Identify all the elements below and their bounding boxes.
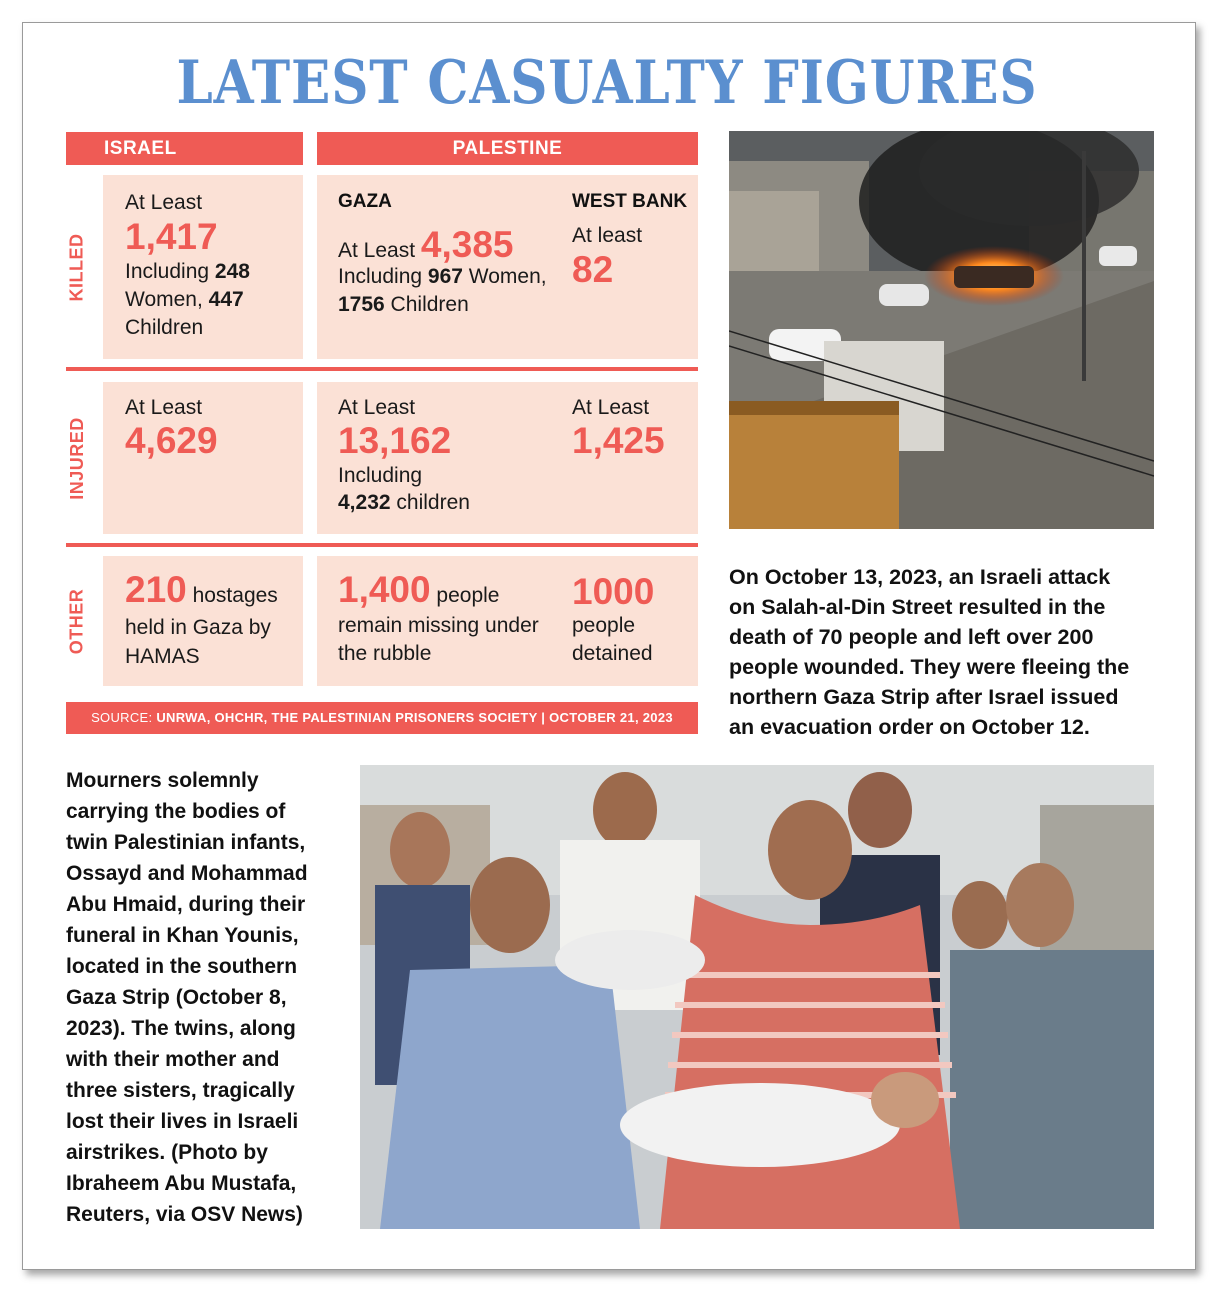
caption-right-line: on Salah-al-Din Street resulted in the <box>729 595 1106 619</box>
injured-gaza-line2 <box>338 489 470 516</box>
injured-gaza-number: 13,162 <box>338 420 452 461</box>
other-israel-line1-text: hostages <box>186 584 278 607</box>
other-gaza-line2: remain missing under <box>338 614 539 637</box>
killed-israel-line1 <box>125 258 250 285</box>
other-israel-line3: HAMAS <box>125 645 200 668</box>
caption-street-attack <box>729 562 1129 742</box>
caption-left-line: three sisters, tragically <box>66 1079 295 1102</box>
caption-left-line: located in the southern <box>66 955 298 978</box>
header-palestine <box>317 132 698 165</box>
injured-gaza-line1: Including <box>338 464 423 487</box>
injured-westbank-lead: At Least <box>572 396 650 419</box>
caption-left-line: Abu Hmaid, during their <box>66 893 306 916</box>
killed-israel-line3: Children <box>125 316 204 339</box>
caption-left-line: funeral in Khan Younis, <box>66 924 299 947</box>
injured-westbank-number: 1,425 <box>572 420 665 461</box>
cell-injured-palestine <box>317 382 698 534</box>
street-attack-illustration <box>729 131 1154 529</box>
caption-right-line: people wounded. They were fleeing the <box>729 655 1130 679</box>
row-label-other-text: OTHER <box>66 588 87 654</box>
caption-left-line: Mourners solemnly <box>66 769 259 792</box>
caption-right-line: death of 70 people and left over 200 <box>729 625 1094 649</box>
caption-left-line: twin Palestinian infants, <box>66 831 306 854</box>
row-label-killed-text: KILLED <box>66 233 87 301</box>
other-gaza-line3: the rubble <box>338 642 432 665</box>
caption-left-line: with their mother and <box>66 1048 280 1071</box>
killed-gaza-number: 4,385 <box>420 224 514 265</box>
photo-street-attack <box>729 131 1154 529</box>
killed-israel-line1a: Including <box>125 260 215 283</box>
row-label-other <box>62 556 92 686</box>
killed-gaza-line1a: Including <box>338 265 428 288</box>
caption-funeral <box>66 765 308 1230</box>
killed-israel-children-count: 447 <box>208 288 244 311</box>
other-gaza-line1 <box>338 570 500 616</box>
killed-gaza-line1 <box>338 263 547 290</box>
page-title: LATEST CASUALTY FIGURES <box>176 48 1038 118</box>
killed-israel-line2 <box>125 286 244 313</box>
caption-right-line: On October 13, 2023, an Israeli attack <box>729 565 1111 589</box>
injured-israel-number: 4,629 <box>125 420 218 461</box>
other-westbank-number: 1000 <box>572 571 655 612</box>
killed-gaza-line2 <box>338 291 469 318</box>
row-label-injured-text: INJURED <box>66 416 87 500</box>
west-bank-heading: WEST BANK <box>572 191 688 212</box>
other-westbank-line2: detained <box>572 642 653 665</box>
cell-other-israel <box>103 556 303 686</box>
killed-israel-women-count: 248 <box>214 260 250 283</box>
injured-gaza-lead: At Least <box>338 396 416 419</box>
killed-israel-line2a: Women, <box>125 288 209 311</box>
injured-gaza-children-count: 4,232 <box>338 491 391 514</box>
killed-gaza-line1c: Women, <box>462 265 547 288</box>
caption-left-line: Ossayd and Mohammad <box>66 862 308 885</box>
source-bar <box>66 702 698 734</box>
caption-left-line: lost their lives in Israeli <box>66 1110 299 1133</box>
source-text: UNRWA, OHCHR, THE PALESTINIAN PRISONERS SOCIETY | OCTOBER 21, 2023 <box>156 710 673 725</box>
header-israel-label: ISRAEL <box>104 138 177 159</box>
killed-gaza-children-count: 1756 <box>338 293 385 316</box>
caption-right-line: an evacuation order on October 12. <box>729 715 1090 739</box>
row-divider <box>66 543 698 547</box>
killed-gaza-women-count: 967 <box>427 265 463 288</box>
killed-israel-lead: At Least <box>125 191 203 214</box>
gaza-heading: GAZA <box>338 191 392 212</box>
killed-gaza-lead: At Least <box>338 239 421 262</box>
other-israel-line1 <box>125 570 278 616</box>
cell-other-palestine <box>317 556 698 686</box>
other-israel-line2: held in Gaza by <box>125 616 271 639</box>
header-palestine-label: PALESTINE <box>452 138 563 159</box>
caption-left-line: Reuters, via OSV News) <box>66 1203 303 1226</box>
cell-injured-israel <box>103 382 303 534</box>
row-label-injured <box>62 382 92 534</box>
row-label-killed <box>62 175 92 359</box>
killed-gaza-line2b: Children <box>384 293 469 316</box>
photo-funeral <box>360 765 1154 1229</box>
other-israel-number: 210 <box>125 569 187 610</box>
other-gaza-line1-text: people <box>430 584 500 607</box>
killed-westbank-lead: At least <box>572 224 643 247</box>
source-label: SOURCE: <box>91 710 157 725</box>
caption-left-line: 2023). The twins, along <box>66 1017 296 1040</box>
caption-left-line: airstrikes. (Photo by <box>66 1141 268 1164</box>
caption-right-line: northern Gaza Strip after Israel issued <box>729 685 1119 709</box>
funeral-illustration <box>360 765 1154 1229</box>
killed-israel-number: 1,417 <box>125 216 218 257</box>
row-divider <box>66 367 698 371</box>
killed-westbank-number: 82 <box>572 249 614 290</box>
injured-gaza-line2b: children <box>390 491 470 514</box>
header-israel <box>66 132 303 165</box>
caption-left-line: Ibraheem Abu Mustafa, <box>66 1172 297 1195</box>
caption-left-line: carrying the bodies of <box>66 800 286 823</box>
other-gaza-number: 1,400 <box>338 569 431 610</box>
caption-left-line: Gaza Strip (October 8, <box>66 986 287 1009</box>
cell-killed-palestine <box>317 175 698 359</box>
injured-israel-lead: At Least <box>125 396 203 419</box>
other-westbank-line1: people <box>572 614 636 637</box>
cell-killed-israel <box>103 175 303 359</box>
